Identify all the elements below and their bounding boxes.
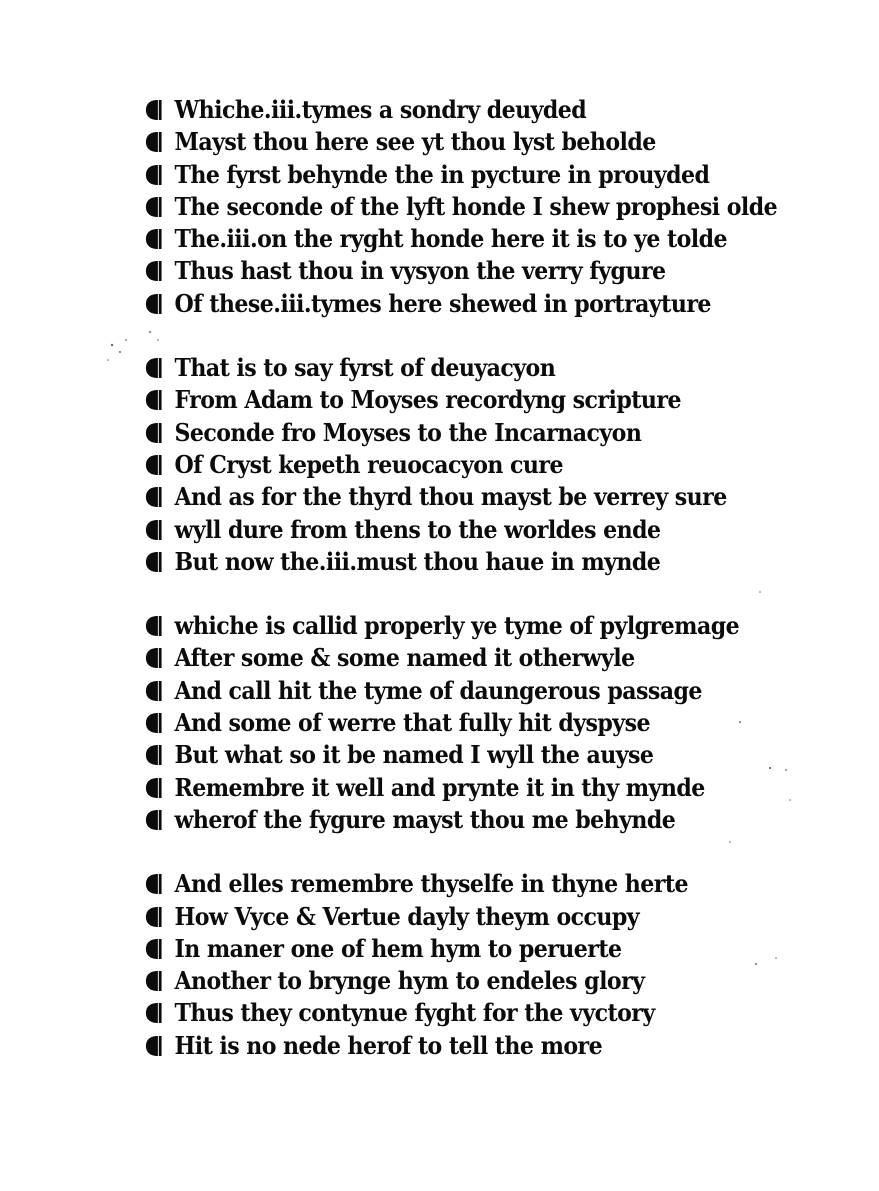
pilcrow-icon	[145, 293, 165, 315]
verse-line	[145, 610, 780, 642]
pilcrow-icon	[145, 99, 165, 121]
pilcrow-icon	[145, 712, 165, 734]
pilcrow-icon	[145, 422, 165, 444]
verse-line	[145, 642, 780, 674]
verse-line	[145, 514, 780, 546]
stanza-3	[145, 610, 835, 836]
verse-line-text: In maner one of hem hym to peruerte	[174, 933, 622, 963]
verse-line	[145, 94, 780, 126]
verse-line	[145, 772, 780, 804]
verse-line-text: Whiche.iii.tymes a sondry deuyded	[174, 95, 587, 124]
verse-line-text: The fyrst behynde the in pycture in prouyded	[174, 159, 710, 189]
pilcrow-icon	[145, 389, 165, 411]
verse-line-text: Another to brynge hym to endeles glory	[174, 966, 645, 996]
verse-line	[145, 288, 780, 320]
verse-line	[145, 449, 780, 481]
verse-line	[145, 965, 780, 997]
pilcrow-icon	[145, 938, 165, 960]
verse-line-text: Remembre it well and prynte it in thy mynde	[174, 772, 705, 802]
pilcrow-icon	[145, 551, 165, 573]
verse-line	[145, 868, 780, 900]
pilcrow-icon	[145, 131, 165, 153]
verse-line	[145, 223, 780, 255]
pilcrow-icon	[145, 777, 165, 799]
verse-line	[145, 546, 780, 578]
verse-line-text: Hit is no nede herof to tell the more	[174, 1030, 603, 1060]
stanza-4	[145, 868, 835, 1062]
verse-line-text: But what so it be named I wyll the auyse	[174, 740, 654, 770]
verse-line-text: The.iii.on the ryght honde here it is to ye tolde	[174, 224, 728, 254]
pilcrow-icon	[145, 873, 165, 895]
verse-line-text: And elles remembre thyselfe in thyne herte	[174, 869, 688, 899]
stanza-2	[145, 352, 835, 578]
verse-line-text: Seconde fro Moyses to the Incarnacyon	[174, 417, 642, 447]
pilcrow-icon	[145, 228, 165, 250]
verse-line	[145, 255, 780, 287]
pilcrow-icon	[145, 519, 165, 541]
pilcrow-icon	[145, 647, 165, 669]
verse-line-text: And some of werre that fully hit dyspyse	[174, 708, 650, 738]
verse-line-text: wherof the fygure mayst thou me behynde	[174, 804, 676, 834]
verse-line-text: Of these.iii.tymes here shewed in portrayture	[174, 288, 711, 318]
verse-line	[145, 739, 780, 771]
pilcrow-icon	[145, 486, 165, 508]
verse-line	[145, 384, 780, 416]
verse-line-text: How Vyce & Vertue dayly theym occupy	[174, 901, 640, 931]
pilcrow-icon	[145, 680, 165, 702]
pilcrow-icon	[145, 809, 165, 831]
verse-line-text: From Adam to Moyses recordyng scripture	[174, 385, 681, 415]
verse-line	[145, 126, 780, 158]
pilcrow-icon	[145, 260, 165, 282]
verse-line	[145, 352, 780, 384]
verse-line	[145, 481, 780, 513]
pilcrow-icon	[145, 970, 165, 992]
pilcrow-icon	[145, 454, 165, 476]
verse-line	[145, 901, 780, 933]
verse-text	[145, 94, 835, 1062]
pilcrow-icon	[145, 906, 165, 928]
pilcrow-icon	[145, 1002, 165, 1024]
pilcrow-icon	[145, 1035, 165, 1057]
verse-line-text: The seconde of the lyft honde I shew prophesi olde	[174, 191, 778, 221]
pilcrow-icon	[145, 615, 165, 637]
verse-line-text: Of Cryst kepeth reuocacyon cure	[174, 449, 564, 479]
verse-line-text: Thus they contynue fyght for the vyctory	[174, 998, 655, 1028]
verse-line-text: After some & some named it otherwyle	[174, 643, 635, 673]
verse-line	[145, 933, 780, 965]
verse-line	[145, 417, 780, 449]
verse-line	[145, 191, 780, 223]
verse-line-text: But now the.iii.must thou haue in mynde	[174, 546, 661, 576]
verse-line-text: Thus hast thou in vysyon the verry fygure	[174, 256, 666, 286]
verse-line-text: whiche is callid properly ye tyme of pylgremage	[174, 611, 740, 641]
pilcrow-icon	[145, 164, 165, 186]
verse-line-text: And as for the thyrd thou mayst be verrey sure	[174, 482, 727, 512]
verse-line-text: wyll dure from thens to the worldes ende	[174, 514, 661, 544]
pilcrow-icon	[145, 196, 165, 218]
pilcrow-icon	[145, 744, 165, 766]
verse-line	[145, 707, 780, 739]
verse-line	[145, 675, 780, 707]
verse-line	[145, 997, 780, 1029]
verse-line-text: And call hit the tyme of daungerous passage	[174, 675, 702, 705]
verse-line	[145, 804, 780, 836]
verse-line	[145, 159, 780, 191]
verse-line-text: Mayst thou here see yt thou lyst beholde	[174, 127, 656, 157]
verse-line	[145, 1030, 780, 1062]
stanza-1	[145, 94, 835, 320]
verse-line-text: That is to say fyrst of deuyacyon	[174, 353, 556, 383]
pilcrow-icon	[145, 357, 165, 379]
